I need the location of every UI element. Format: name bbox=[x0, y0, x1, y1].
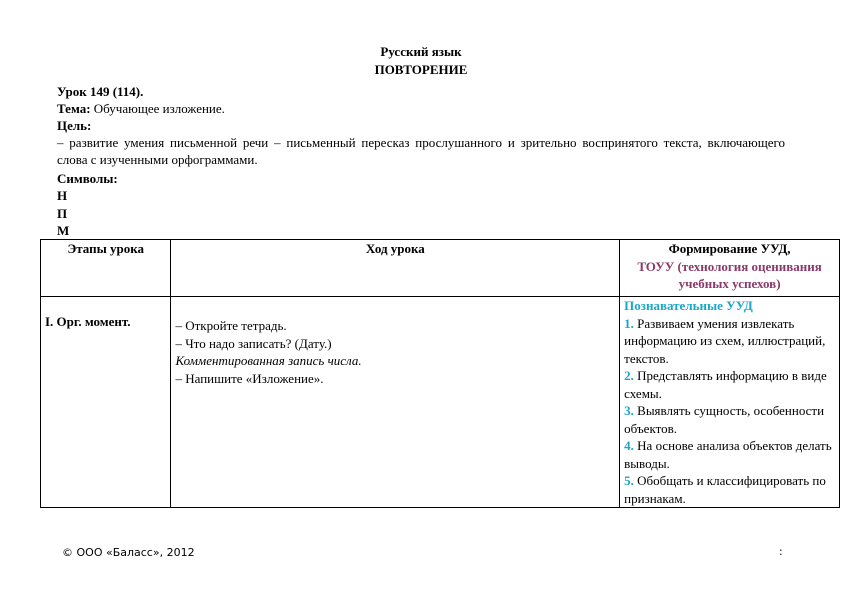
lesson-number: Урок 149 (114). bbox=[57, 84, 144, 99]
table-row bbox=[41, 297, 840, 508]
lesson-table bbox=[40, 239, 840, 508]
header-uud-title: Формирование УУД, bbox=[668, 241, 791, 256]
uud-heading: Познавательные УУД bbox=[624, 298, 753, 313]
uud-cell bbox=[620, 297, 840, 508]
goal-text: – развитие умения письменной речи – письменный пересказ прослушанного и зрительно воспринятого текста, включающего слова с изученными орфограммами. bbox=[57, 135, 785, 167]
topic-title: ПОВТОРЕНИЕ bbox=[374, 62, 468, 77]
lesson-theme bbox=[57, 100, 225, 117]
symbol-n: Н bbox=[57, 188, 68, 203]
copyright-footer: © ООО «Баласс», 2012 bbox=[62, 546, 195, 559]
theme-label: Тема: bbox=[57, 101, 91, 116]
table-header-row bbox=[41, 240, 840, 297]
page-mark: : bbox=[779, 545, 783, 558]
goal-label: Цель: bbox=[57, 118, 92, 133]
header-course: Ход урока bbox=[171, 240, 620, 297]
theme-value: Обучающее изложение. bbox=[93, 101, 225, 116]
uud-item: 3. Выявлять сущность, особенности объектов. bbox=[624, 403, 825, 436]
course-line: – Что надо записать? (Дату.) bbox=[175, 335, 332, 351]
header-stages: Этапы урока bbox=[41, 240, 171, 297]
uud-item: 1. Развиваем умения извлекать информацию из схем, иллюстраций, текстов. bbox=[624, 315, 826, 366]
symbol-p: П bbox=[57, 206, 68, 221]
course-line: Комментированная запись числа. bbox=[175, 353, 362, 368]
symbols-label: Символы: bbox=[57, 171, 118, 186]
header-uud-subtitle: ТОУУ (технология оценивания учебных успехов) bbox=[637, 258, 822, 291]
uud-item: 4. На основе анализа объектов делать выводы. bbox=[624, 438, 832, 471]
header-uud bbox=[620, 240, 840, 297]
course-line: – Напишите «Изложение». bbox=[175, 370, 324, 386]
subject-title: Русский язык bbox=[380, 44, 462, 59]
course-cell bbox=[171, 297, 620, 508]
uud-item: 5. Обобщать и классифицировать по признакам. bbox=[624, 473, 826, 506]
course-line: – Откройте тетрадь. bbox=[175, 318, 287, 333]
symbol-m: М bbox=[57, 223, 70, 238]
uud-item: 2. Представлять информацию в виде схемы. bbox=[624, 368, 827, 401]
stage-cell: I. Орг. момент. bbox=[41, 297, 171, 508]
